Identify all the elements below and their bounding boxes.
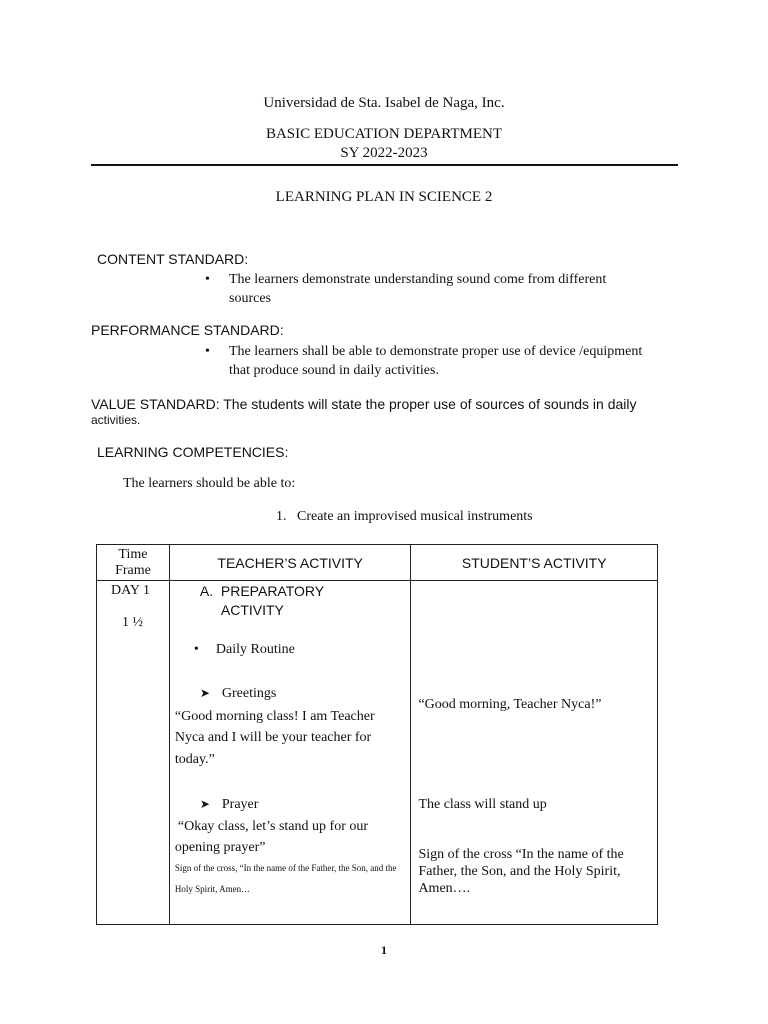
school-year: SY 2022-2023 — [340, 145, 428, 161]
performance-standard-label: PERFORMANCE STANDARD: — [91, 322, 284, 338]
hours-label: 1 ½ — [122, 615, 143, 630]
bullet-icon: • — [205, 344, 210, 359]
greeting-line3: today.” — [174, 752, 215, 767]
teacher-sign-line1: Sign of the cross, “In the name of the Father, the Son, and the — [174, 863, 397, 873]
learning-competency-item: 1. Create an improvised musical instruments — [276, 509, 533, 524]
student-greeting-reply: “Good morning, Teacher Nyca!” — [418, 697, 602, 712]
student-activity-header: STUDENT’S ACTIVITY — [411, 545, 658, 581]
prayer-label: Prayer — [221, 797, 259, 812]
content-standard-line1: The learners demonstrate understanding sound come from different — [229, 272, 607, 287]
teacher-activity-cell — [169, 581, 411, 925]
activity-table — [96, 544, 658, 925]
teacher-sign-line2: Holy Spirit, Amen… — [174, 884, 251, 894]
value-standard-line1: VALUE STANDARD: The students will state the proper use of sources of sounds in daily — [91, 396, 637, 412]
value-standard-line2: activities. — [91, 413, 141, 427]
performance-standard-bullet — [205, 342, 675, 380]
section-title-line1: PREPARATORY — [220, 583, 325, 599]
header-divider — [91, 164, 678, 166]
time-frame-header-line1: Time — [118, 546, 148, 562]
content-standard-bullet — [205, 270, 675, 308]
student-activity-cell — [411, 581, 658, 925]
school-name: Universidad de Sta. Isabel de Naga, Inc. — [263, 95, 505, 111]
student-sign-line3: Amen…. — [418, 881, 471, 896]
table-row — [97, 581, 658, 925]
performance-standard-line1: The learners shall be able to demonstrate proper use of device /equipment — [229, 344, 643, 359]
greeting-line1: “Good morning class! I am Teacher — [174, 709, 375, 724]
learning-competencies-label: LEARNING COMPETENCIES: — [97, 444, 289, 460]
page-number: 1 — [381, 943, 387, 957]
prayer-line2: opening prayer” — [174, 840, 266, 855]
section-title-line2: ACTIVITY — [220, 602, 284, 618]
greeting-line2: Nyca and I will be your teacher for — [174, 730, 372, 745]
arrow-bullet-icon: ➤ — [199, 797, 210, 811]
content-standard-label: CONTENT STANDARD: — [97, 251, 249, 267]
bullet-icon: • — [205, 272, 210, 287]
time-frame-header — [97, 545, 170, 581]
student-sign-line2: Father, the Son, and the Holy Spirit, — [418, 864, 621, 879]
day-label: DAY 1 — [111, 583, 151, 598]
plan-title: LEARNING PLAN IN SCIENCE 2 — [275, 189, 493, 205]
daily-routine-label: Daily Routine — [215, 642, 295, 657]
content-standard-line2: sources — [229, 291, 271, 306]
greetings-label: Greetings — [221, 686, 277, 701]
performance-standard-line2: that produce sound in daily activities. — [229, 363, 439, 378]
student-stand-up: The class will stand up — [418, 797, 547, 812]
learning-competencies-intro: The learners should be able to: — [123, 476, 296, 491]
time-frame-cell — [97, 581, 170, 925]
bullet-icon: • — [193, 642, 199, 657]
prayer-line1: “Okay class, let’s stand up for our — [177, 819, 369, 834]
student-sign-line1: Sign of the cross “In the name of the — [418, 847, 624, 862]
time-frame-header-line2: Frame — [115, 562, 151, 578]
teacher-activity-header: TEACHER’S ACTIVITY — [169, 545, 411, 581]
department-title: BASIC EDUCATION DEPARTMENT — [265, 126, 503, 142]
table-header-row — [97, 545, 658, 581]
arrow-bullet-icon: ➤ — [199, 686, 210, 700]
section-letter: A. — [199, 583, 214, 599]
